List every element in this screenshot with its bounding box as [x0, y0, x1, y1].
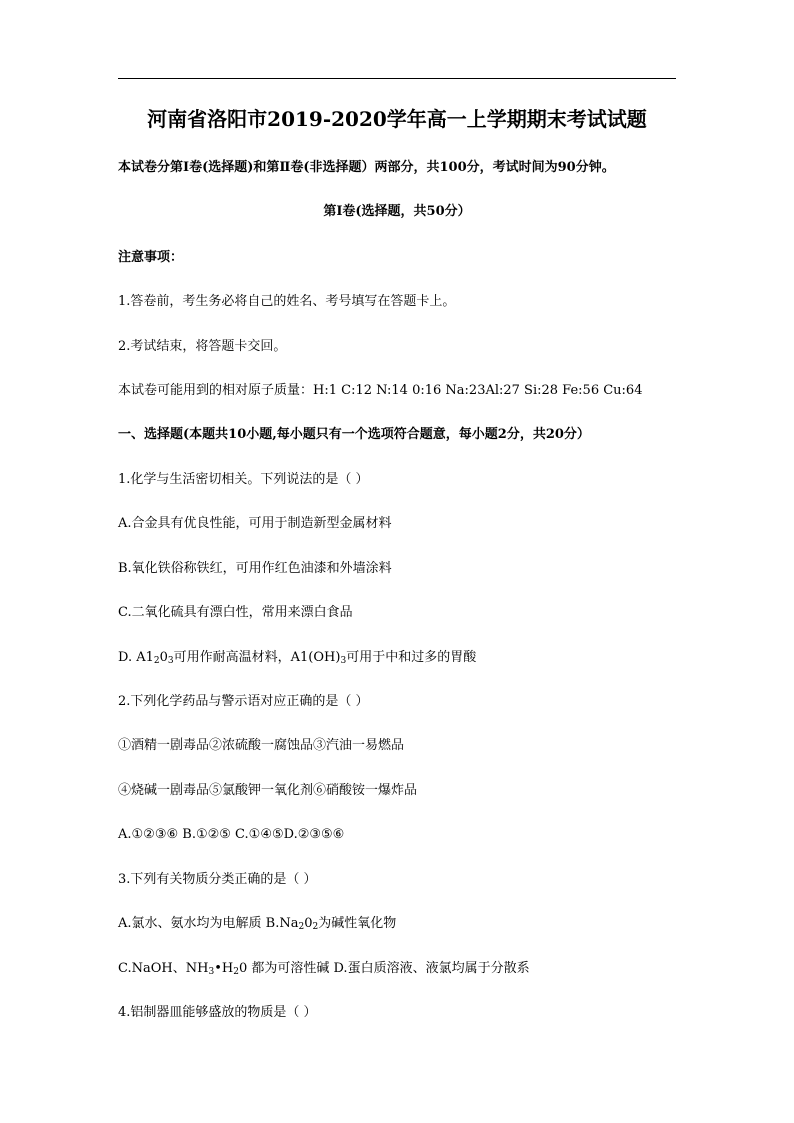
q1-d-text: 可用于中和过多的胃酸 — [346, 650, 477, 665]
subscript: 2 — [298, 922, 305, 932]
q1-option-d — [118, 650, 476, 666]
part1-heading: 第Ⅰ卷(选择题，共50分） — [323, 204, 471, 219]
note-item: 1.答卷前，考生务必将自己的姓名、考号填写在答题卡上。 — [118, 294, 456, 309]
q2-stem: 2.下列化学药品与警示语对应正确的是（ ） — [118, 694, 369, 709]
q3-text: 为碱性氧化物 — [318, 916, 397, 931]
header-rule — [118, 78, 676, 79]
q1-stem: 1.化学与生活密切相关。下列说法的是（ ） — [118, 472, 369, 487]
atomic-masses: 本试卷可能用到的相对原子质量：H:1 C:12 N:14 0:16 Na:23Al:27 Si:28 Fe:56 Cu:64 — [118, 383, 643, 398]
q1-d-text: D. A1 — [118, 650, 154, 665]
subscript: 2 — [312, 922, 319, 932]
q3-options-cd — [118, 961, 530, 977]
q3-text: •H — [214, 961, 234, 976]
q1-option-b: B.氧化铁俗称铁红，可用作红色油漆和外墙涂料 — [118, 561, 392, 576]
q3-text: A.氯水、氨水均为电解质 B.Na — [118, 916, 299, 931]
exam-intro: 本试卷分第Ⅰ卷(选择题)和第Ⅱ卷(非选择题）两部分，共100分，考试时间为90分钟。 — [118, 160, 615, 175]
subscript: 3 — [167, 656, 174, 666]
q1-option-a: A.合金具有优良性能，可用于制造新型金属材料 — [118, 516, 392, 531]
q4-stem: 4.铝制器皿能够盛放的物质是（ ） — [118, 1005, 317, 1020]
q2-statements-1: ①酒精一剧毒品②浓硫酸一腐蚀品③汽油一易燃品 — [118, 738, 405, 753]
note-item: 2.考试结束，将答题卡交回。 — [118, 339, 287, 354]
q3-text: 0 — [304, 916, 313, 931]
q1-d-text: 0 — [159, 650, 168, 665]
q3-text: 0 都为可溶性碱 D.蛋白质溶液、液氯均属于分散系 — [238, 961, 530, 976]
q2-statements-2: ④烧碱一剧毒品⑤氯酸钾一氧化剂⑥硝酸铵一爆炸品 — [118, 783, 418, 798]
q3-options-ab — [118, 916, 396, 932]
subscript: 2 — [153, 656, 160, 666]
q1-option-c: C.二氧化硫具有漂白性，常用来漂白食品 — [118, 605, 353, 620]
q3-text: C.NaOH、NH — [118, 961, 209, 976]
q1-d-text: 可用作耐高温材料，A1(OH) — [173, 650, 341, 665]
document-title: 河南省洛阳市2019-2020学年高一上学期期末考试试题 — [147, 107, 647, 131]
subscript: 2 — [233, 967, 239, 977]
notes-heading: 注意事项： — [118, 250, 184, 265]
q2-options: A.①②③⑥ B.①②⑤ C.①④⑤D.②③⑤⑥ — [118, 827, 345, 842]
section1-heading: 一、选择题(本题共10小题,每小题只有一个选项符合题意，每小题2分，共20分） — [118, 427, 590, 442]
q3-stem: 3.下列有关物质分类正确的是（ ） — [118, 872, 317, 887]
subscript: 3 — [340, 656, 347, 666]
subscript: 3 — [208, 967, 215, 977]
